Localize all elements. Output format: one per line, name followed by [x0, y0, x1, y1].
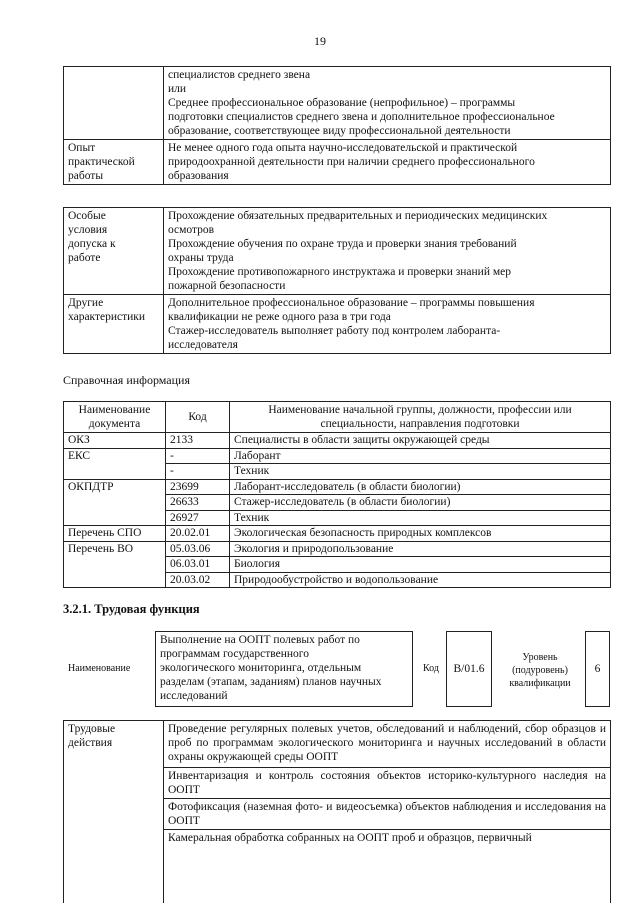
row-label-empty — [64, 67, 164, 140]
reference-row — [64, 541, 611, 557]
row-label-labor-actions — [64, 721, 164, 903]
function-name-box — [155, 631, 413, 707]
labor-action-item: Проведение регулярных полевых учетов, обследований и наблюдений, сбор образцов и проб по программам экологического мониторинга и научных исследований в области охраны окружающей среды ООПТ — [164, 721, 611, 768]
ref-name: Техник — [230, 510, 611, 526]
level-label-line: квалификации — [509, 678, 571, 689]
ref-code: 2133 — [166, 433, 230, 449]
level-label-line: (подуровень) — [512, 665, 568, 676]
ref-name: Экологическая безопасность природных комплексов — [230, 526, 611, 542]
label-line: допуска к — [68, 238, 116, 250]
text-line: Среднее профессиональное образование (непрофильное) – программы — [168, 97, 516, 109]
labor-action-row — [64, 721, 611, 768]
qualification-level-box: 6 — [585, 631, 610, 707]
text-line: осмотров — [168, 224, 215, 236]
conditions-table — [63, 207, 611, 354]
education-table — [63, 66, 611, 185]
ref-doc: Перечень ВО — [64, 541, 166, 557]
ref-doc: Перечень СПО — [64, 526, 166, 542]
text-line: специалистов среднего звена — [168, 69, 311, 81]
text-line: или — [168, 83, 187, 95]
level-label-line: Уровень — [522, 652, 558, 663]
ref-name: Экология и природопользование — [230, 541, 611, 557]
reference-row — [64, 557, 611, 573]
other-characteristics-text — [164, 295, 611, 354]
ref-doc — [64, 495, 166, 511]
ref-code: 20.03.02 — [166, 572, 230, 588]
text-line: Прохождение обязательных предварительных и периодических медицинских — [168, 210, 548, 222]
ref-doc: ЕКС — [64, 448, 166, 464]
reference-row — [64, 572, 611, 588]
labor-action-item: Камеральная обработка собранных на ООПТ проб и образцов, первичный — [164, 830, 611, 903]
label-line: работы — [68, 170, 104, 182]
ref-name: Специалисты в области защиты окружающей среды — [230, 433, 611, 449]
reference-row — [64, 495, 611, 511]
text-line: Не менее одного года опыта научно-исследовательской и практической — [168, 142, 518, 154]
reference-row — [64, 448, 611, 464]
reference-caption: Справочная информация — [63, 373, 190, 387]
header-line: Наименование начальной группы, должности, профессии или — [268, 404, 572, 416]
header-line: Наименование — [78, 404, 151, 416]
header-line: документа — [88, 418, 141, 430]
reference-row — [64, 433, 611, 449]
reference-row — [64, 526, 611, 542]
text-line: образование, соответствующее виду профессиональной деятельности — [168, 125, 511, 137]
labor-actions-table — [63, 720, 611, 903]
ref-code: 06.03.01 — [166, 557, 230, 573]
ref-name: Техник — [230, 464, 611, 480]
label-line: характеристики — [68, 311, 146, 323]
text-line: Дополнительное профессиональное образование – программы повышения — [168, 297, 535, 309]
ref-doc — [64, 557, 166, 573]
label-line: Особые — [68, 210, 106, 222]
function-name-line: экологического мониторинга, отдельным — [160, 662, 362, 674]
ref-doc — [64, 510, 166, 526]
text-line: образования — [168, 170, 229, 182]
label-line: практической — [68, 156, 135, 168]
label-line: условия — [68, 224, 108, 236]
ref-code: - — [166, 448, 230, 464]
ref-name: Стажер-исследователь (в области биологии) — [230, 495, 611, 511]
ref-doc: ОКПДТР — [64, 479, 166, 495]
text-line: Прохождение противопожарного инструктажа и проверки знаний мер — [168, 266, 511, 278]
ref-name: Биология — [230, 557, 611, 573]
text-line: Стажер-исследователь выполняет работу под контролем лаборанта- — [168, 325, 501, 337]
ref-code: 26927 — [166, 510, 230, 526]
experience-requirements — [164, 140, 611, 185]
education-row — [64, 67, 611, 140]
ref-name: Лаборант-исследователь (в области биологии) — [230, 479, 611, 495]
row-label-other-characteristics — [64, 295, 164, 354]
reference-header-row — [64, 402, 611, 433]
row-label-experience — [64, 140, 164, 185]
label-line: работе — [68, 252, 101, 264]
reference-row — [64, 464, 611, 480]
other-characteristics-row — [64, 295, 611, 354]
ref-name: Лаборант — [230, 448, 611, 464]
labor-action-item: Инвентаризация и контроль состояния объектов историко-культурного наследия на ООПТ — [164, 768, 611, 799]
function-name-line: разделам (этапам, заданиям) планов научных — [160, 676, 382, 688]
reference-row — [64, 479, 611, 495]
page-number: 19 — [314, 34, 326, 48]
reference-table — [63, 401, 611, 588]
function-name-line: Выполнение на ООПТ полевых работ по — [160, 634, 360, 646]
function-name-line: исследований — [160, 690, 228, 702]
text-line: квалификации не реже одного раза в три года — [168, 311, 391, 323]
label-line: Трудовые — [68, 723, 116, 735]
header-document — [64, 402, 166, 433]
header-line: специальности, направления подготовки — [320, 418, 520, 430]
text-line: пожарной безопасности — [168, 280, 286, 292]
ref-code: 23699 — [166, 479, 230, 495]
header-name — [230, 402, 611, 433]
text-line: природоохранной деятельности при наличии среднего профессионального — [168, 156, 535, 168]
qualification-level-label — [503, 651, 577, 690]
function-name-label: Наименование — [68, 663, 131, 674]
label-line: действия — [68, 737, 113, 749]
row-label-special-conditions — [64, 208, 164, 295]
ref-name: Природообустройство и водопользование — [230, 572, 611, 588]
function-name-line: программам государственного — [160, 648, 309, 660]
header-code: Код — [166, 402, 230, 433]
ref-doc: ОКЗ — [64, 433, 166, 449]
label-line: Опыт — [68, 142, 96, 154]
ref-doc — [64, 572, 166, 588]
ref-code: 26633 — [166, 495, 230, 511]
ref-code: 05.03.06 — [166, 541, 230, 557]
reference-row — [64, 510, 611, 526]
function-code-box: В/01.6 — [446, 631, 492, 707]
ref-code: - — [166, 464, 230, 480]
text-line: подготовки специалистов среднего звена и дополнительное профессиональное — [168, 111, 555, 123]
ref-code: 20.02.01 — [166, 526, 230, 542]
label-line: Другие — [68, 297, 104, 309]
function-code-label: Код — [423, 663, 439, 674]
text-line: охраны труда — [168, 252, 234, 264]
text-line: Прохождение обучения по охране труда и проверки знания требований — [168, 238, 517, 250]
labor-action-item: Фотофиксация (наземная фото- и видеосъемка) объектов наблюдения и исследования на ООПТ — [164, 799, 611, 830]
text-line: исследователя — [168, 339, 238, 351]
special-conditions-row — [64, 208, 611, 295]
experience-row — [64, 140, 611, 185]
ref-doc — [64, 464, 166, 480]
function-heading: 3.2.1. Трудовая функция — [63, 602, 200, 616]
education-requirements — [164, 67, 611, 140]
special-conditions-text — [164, 208, 611, 295]
